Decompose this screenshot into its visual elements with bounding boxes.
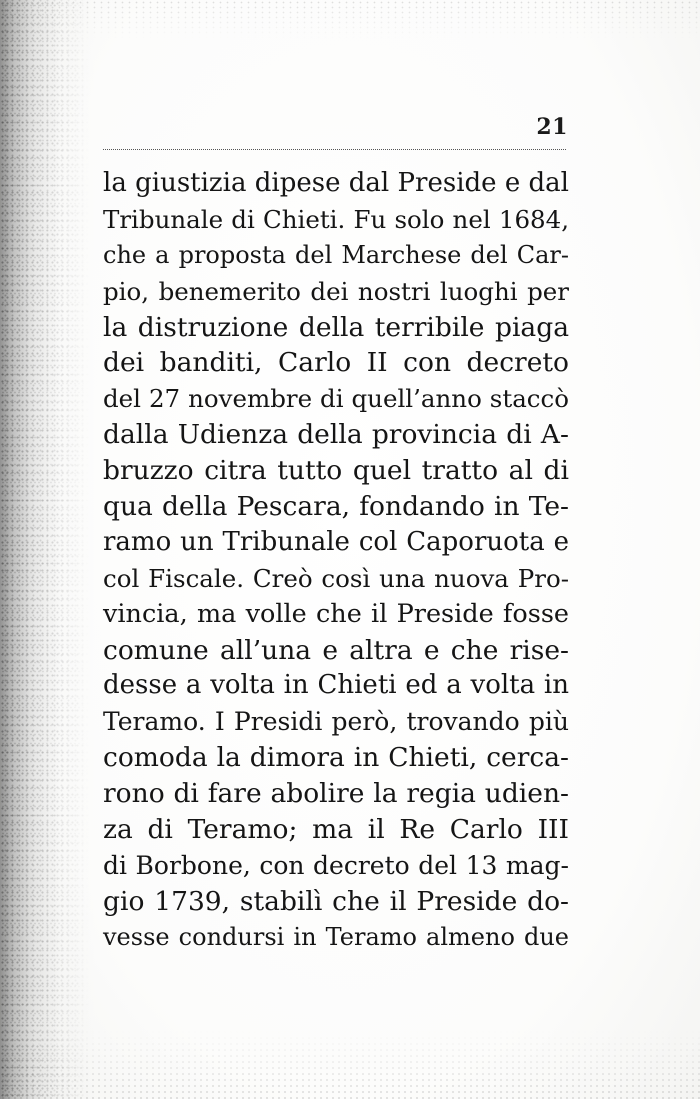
- text-line: desse a volta in Chieti ed a volta in: [103, 670, 569, 701]
- text-line: Teramo. I Presidi però, trovando più: [103, 707, 569, 737]
- text-line: comoda la dimora in Chieti, cerca-: [103, 742, 569, 774]
- text-line: la distruzione della terribile piaga: [103, 311, 569, 343]
- text-line: la giustizia dipese dal Preside e dal: [103, 168, 569, 198]
- text-line: qua della Pescara, fondando in Te-: [103, 491, 569, 523]
- text-line: Tribunale di Chieti. Fu solo nel 1684,: [103, 204, 569, 234]
- page-number: 21: [536, 114, 568, 140]
- text-line: comune all’una e altra e che rise-: [103, 634, 569, 666]
- text-line: del 27 novembre di quell’anno staccò: [103, 384, 569, 414]
- text-line: pio, benemerito dei nostri luoghi per: [103, 276, 569, 306]
- text-line: col Fiscale. Creò così una nuova Pro-: [103, 563, 569, 593]
- header-rule: [103, 149, 566, 150]
- binding-speckle: [0, 0, 90, 1099]
- text-line: rono di fare abolire la regia udien-: [103, 778, 569, 810]
- page-edge-speckle-top: [0, 0, 700, 40]
- text-line: ramo un Tribunale col Caporuota e: [103, 526, 569, 557]
- text-line: di Borbone, con decreto del 13 mag-: [103, 850, 569, 880]
- text-line: vesse condursi in Teramo almeno due: [103, 922, 569, 951]
- text-line: bruzzo citra tutto quel tratto al di: [103, 455, 569, 487]
- text-line: dei banditi, Carlo II con decreto: [103, 347, 569, 379]
- text-line: gio 1739, stabilì che il Preside do-: [103, 885, 569, 917]
- text-line: za di Teramo; ma il Re Carlo III: [103, 814, 569, 846]
- page-edge-speckle-bottom: [0, 1029, 700, 1099]
- text-line: dalla Udienza della provincia di A-: [103, 419, 569, 451]
- text-line: che a proposta del Marchese del Car-: [103, 240, 569, 269]
- text-line: vincia, ma volle che il Preside fosse: [103, 598, 569, 629]
- body-text: [103, 166, 569, 956]
